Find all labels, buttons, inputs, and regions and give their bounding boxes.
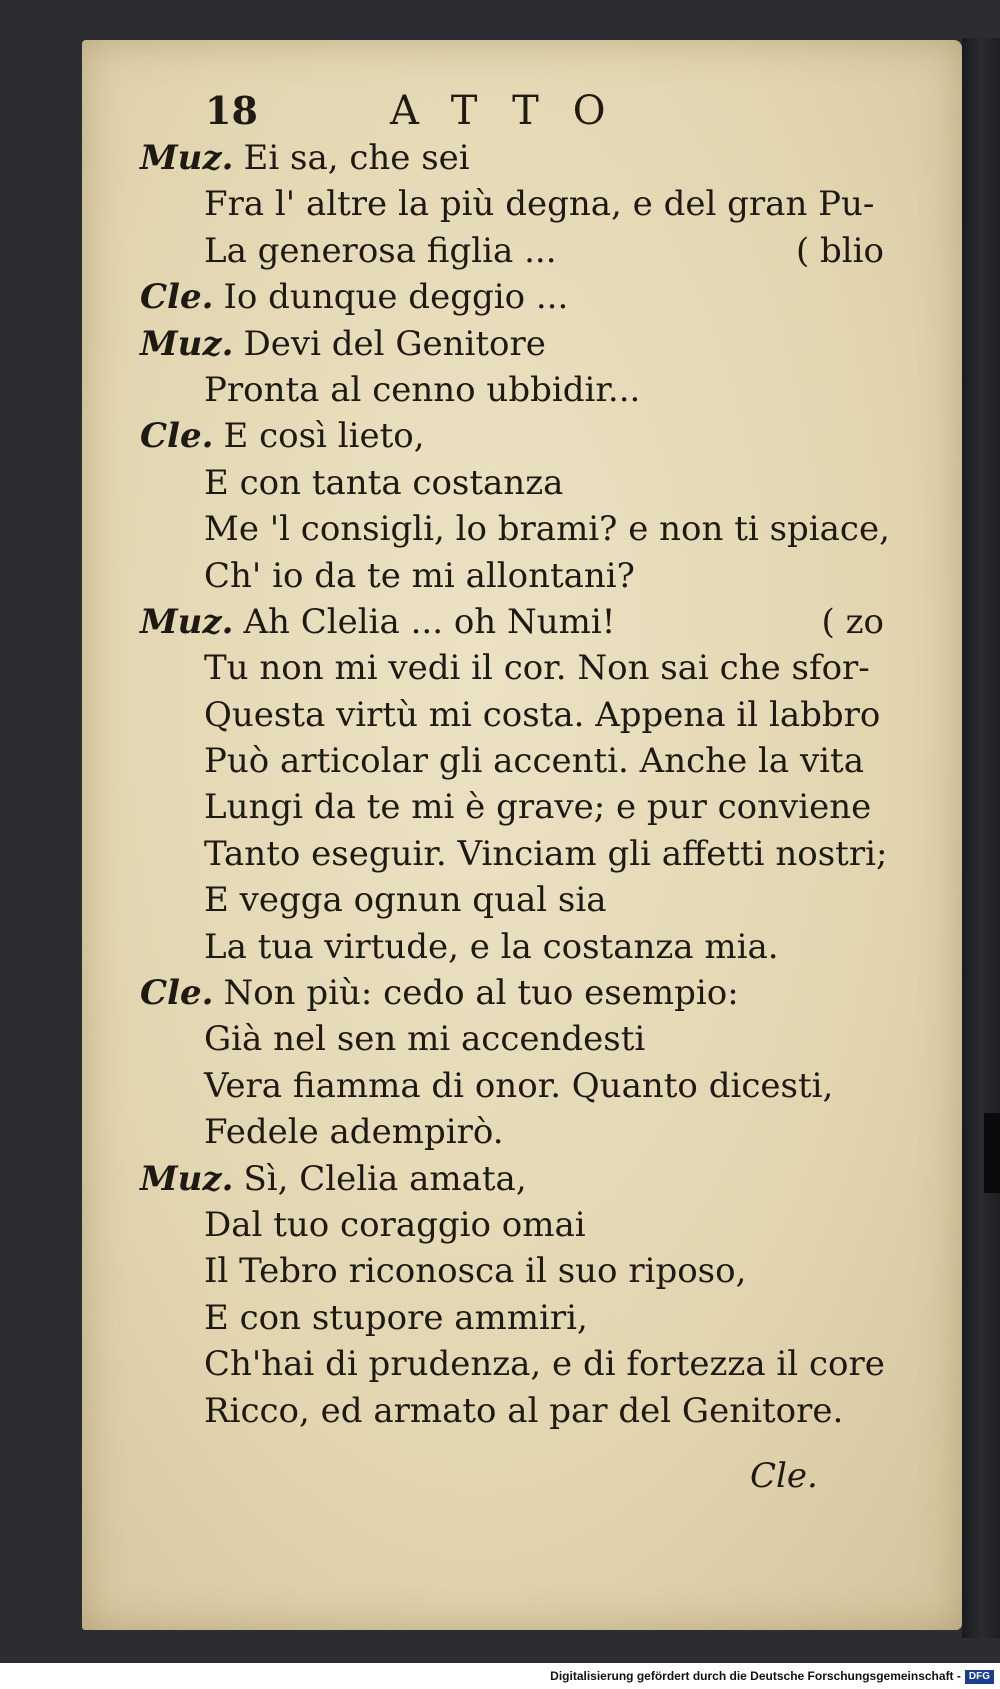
- verse-line: [140, 228, 920, 274]
- speaker-label: Cle.: [140, 277, 214, 318]
- digitization-footer: [0, 1663, 1000, 1689]
- verse-line: [140, 321, 920, 367]
- verse-line: [140, 877, 920, 923]
- page-header: [205, 88, 765, 132]
- verse-text: Ch' io da te mi allontani?: [204, 555, 635, 596]
- verse-line: [140, 460, 920, 506]
- verse-text: Vera fiamma di onor. Quanto dicesti,: [204, 1065, 834, 1106]
- verse-line: [140, 135, 920, 181]
- verse-line: [140, 553, 920, 599]
- verse-line: [140, 831, 920, 877]
- verse-text: Me 'l consigli, lo brami? e non ti spiace,: [204, 509, 890, 550]
- verse-line: [140, 1295, 920, 1341]
- verse-line: [140, 1063, 920, 1109]
- speaker-label: Muz.: [140, 323, 234, 364]
- verse-line: [140, 645, 920, 691]
- verse-text: Questa virtù mi costa. Appena il labbro: [204, 694, 881, 735]
- verse-text: Tu non mi vedi il cor. Non sai che sfor-: [204, 648, 870, 689]
- verse-text: Ricco, ed armato al par del Genitore.: [204, 1390, 844, 1431]
- verse-line: [140, 1341, 920, 1387]
- catchword: Cle.: [750, 1456, 818, 1496]
- verse-turnover: ( zo: [821, 601, 884, 642]
- verse-text: La generosa figlia ...: [204, 230, 557, 271]
- verse-text: Sì, Clelia amata,: [243, 1158, 527, 1199]
- verse-line: [140, 599, 920, 645]
- verse-line: [140, 970, 920, 1016]
- verse-line: [140, 1248, 920, 1294]
- verse-line: [140, 784, 920, 830]
- verse-text: Fra l' altre la più degna, e del gran Pu-: [204, 184, 875, 225]
- adjacent-page-edge: [962, 38, 1000, 1638]
- verse-text: Ch'hai di prudenza, e di fortezza il core: [204, 1344, 885, 1385]
- verse-line: [140, 506, 920, 552]
- verse-text: Dal tuo coraggio omai: [204, 1204, 586, 1245]
- verse-line: [140, 1202, 920, 1248]
- verse-text: Lungi da te mi è grave; e pur conviene: [204, 787, 872, 828]
- verse-line: [140, 181, 920, 227]
- speaker-label: Cle.: [140, 416, 214, 457]
- verse-text: E vegga ognun qual sia: [204, 880, 607, 921]
- verse-turnover: ( blio: [795, 230, 884, 271]
- verse-line: [140, 1016, 920, 1062]
- verse-line: [140, 1388, 920, 1434]
- footer-credit: Digitalisierung gefördert durch die Deutsche Forschungsgemeinschaft -: [550, 1669, 961, 1683]
- dfg-logo: DFG: [965, 1670, 994, 1684]
- verse-text: Il Tebro riconosca il suo riposo,: [204, 1251, 747, 1292]
- verse-text: Tanto eseguir. Vinciam gli affetti nostri;: [204, 833, 888, 874]
- speaker-label: Cle.: [140, 973, 214, 1014]
- verse-text: E con tanta costanza: [204, 462, 564, 503]
- page-edge-mark: [984, 1113, 1000, 1193]
- verse-text: Ah Clelia ... oh Numi!: [243, 601, 616, 642]
- verse-line: [140, 1109, 920, 1155]
- speaker-label: Muz.: [140, 601, 234, 642]
- verse-text: La tua virtude, e la costanza mia.: [204, 926, 779, 967]
- verse-text: E con stupore ammiri,: [204, 1297, 588, 1338]
- verse-text: Pronta al cenno ubbidir...: [204, 369, 641, 410]
- verse-text: Già nel sen mi accendesti: [204, 1019, 646, 1060]
- verse-line: [140, 274, 920, 320]
- play-text: [140, 135, 920, 1434]
- verse-text: Non più: cedo al tuo esempio:: [223, 973, 739, 1014]
- verse-text: E così lieto,: [223, 416, 425, 457]
- verse-text: Io dunque deggio ...: [223, 277, 569, 318]
- page-number: 18: [205, 88, 258, 133]
- verse-text: Fedele adempirò.: [204, 1112, 504, 1153]
- verse-line: [140, 367, 920, 413]
- verse-text: Ei sa, che sei: [243, 138, 470, 178]
- verse-line: [140, 738, 920, 784]
- running-title: ATTO: [390, 88, 640, 134]
- speaker-label: Muz.: [140, 138, 234, 178]
- verse-line: [140, 413, 920, 459]
- verse-text: Devi del Genitore: [243, 323, 546, 364]
- verse-line: [140, 924, 920, 970]
- verse-line: [140, 1156, 920, 1202]
- speaker-label: Muz.: [140, 1158, 234, 1199]
- verse-text: Può articolar gli accenti. Anche la vita: [204, 741, 864, 782]
- verse-line: [140, 692, 920, 738]
